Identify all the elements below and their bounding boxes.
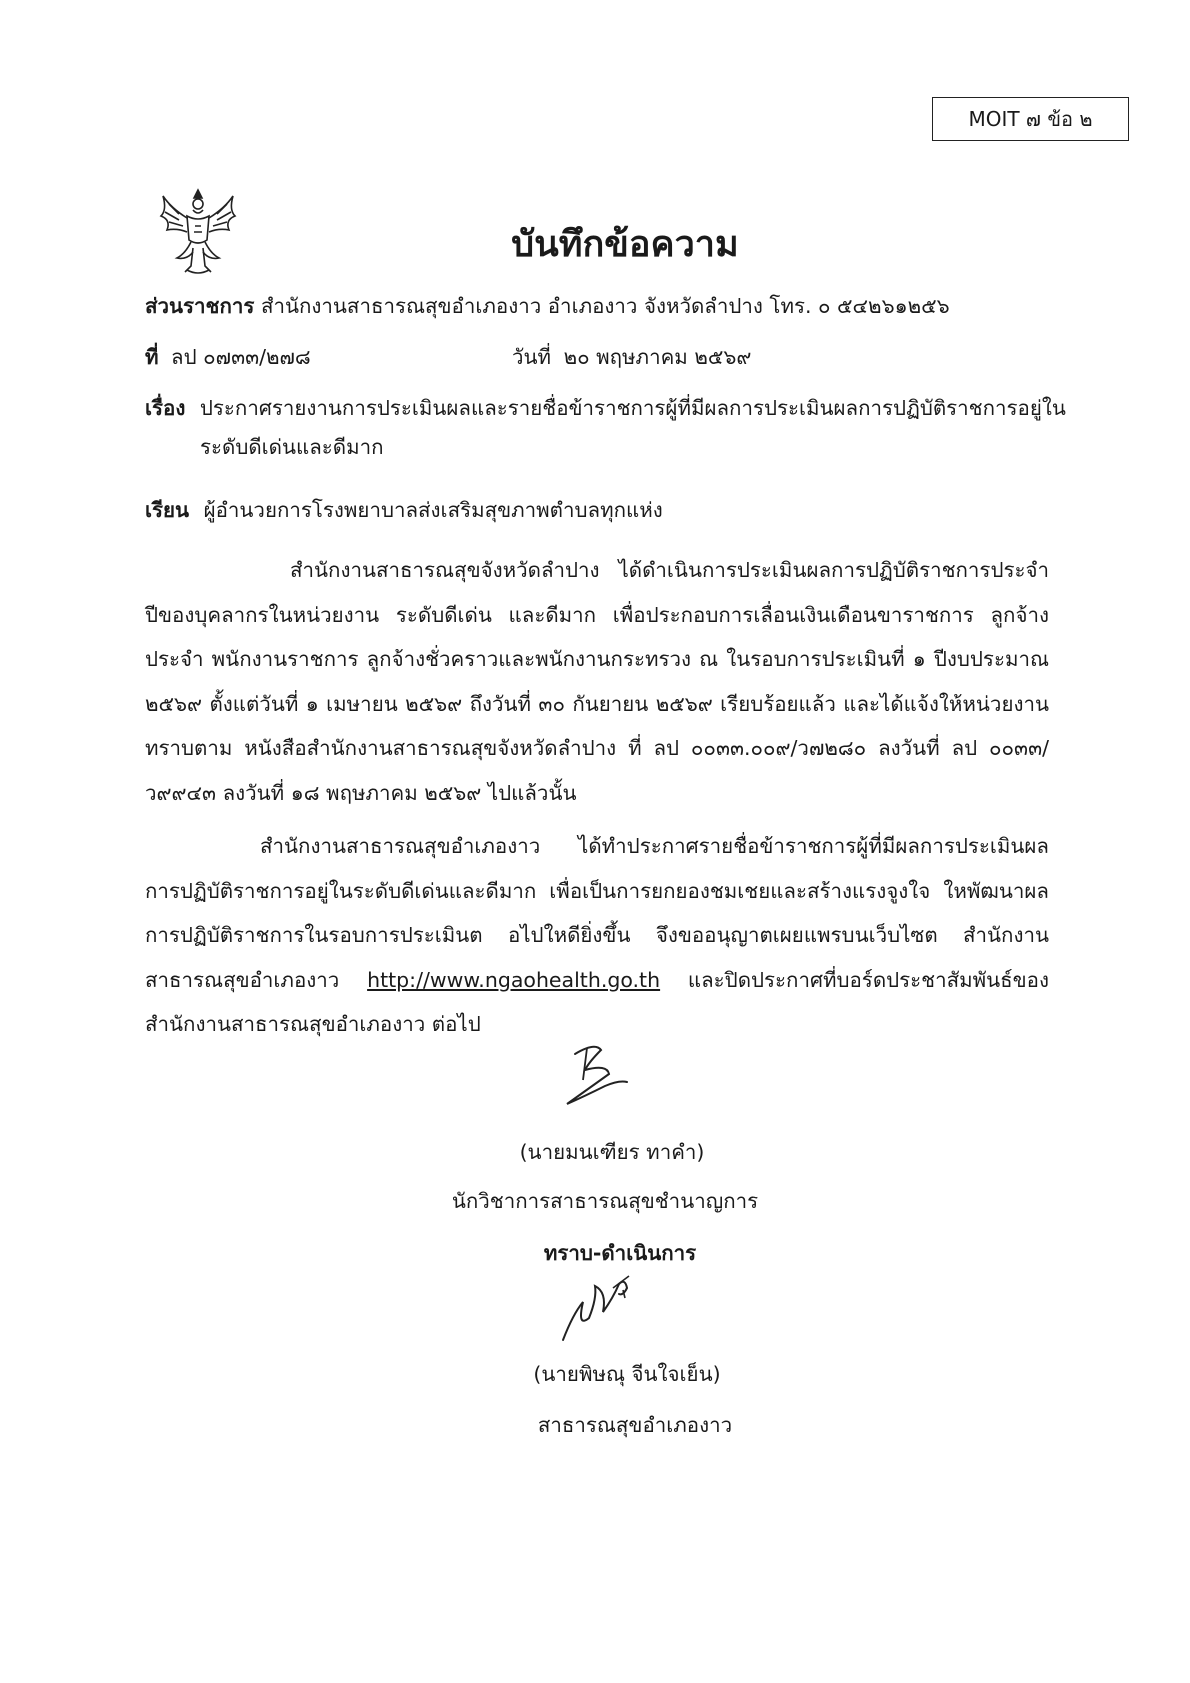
body-paragraph-2 [145,824,1049,1047]
agency-line [145,292,950,320]
date-value: ๒๐ พฤษภาคม ๒๕๖๙ [563,345,752,369]
memo-title: บันทึกข้อความ [511,224,739,265]
date-label: วันที่ [512,345,552,369]
body-paragraph-2-text: สำนักงานสาธารณสุขอำเภองาว ได้ทำประกาศรายชื่อข้าราชการผู้ที่มีผลการประเมินผลการปฏิบัติราชการอยู่ในระดับดีเด่นและดีมาก เพื่อเป็นการยกยองชมเชยและสร้างแรงจูงใจ ใหพัฒนาผลการปฏิบัติราชการในรอบการประเมินต อไปใหดียิ่งขึ้น จึงขออนุญาตเผยแพรบนเว็บไซต สำนักงานสาธารณสุขอำเภองาว [145,834,1049,992]
recipient-line [145,496,663,524]
agency-label: ส่วนราชการ [145,294,255,318]
body-paragraph-1 [145,548,1049,815]
signer-1-name: (นายมนเฑียร ทาคำ) [519,1140,705,1164]
signature-2 [553,1268,653,1348]
signature-1 [545,1040,655,1120]
doc-number-line [145,343,311,371]
signer-2-name: (นายพิษณุ จีนใจเย็น) [533,1362,721,1386]
signer-2-position: สาธารณสุขอำเภองาว [537,1413,733,1437]
subject-label: เรื่อง [145,396,186,420]
date-line [512,343,751,371]
agency-value: สำนักงานสาธารณสุขอำเภองาว อำเภองาว จังหวัดลำปาง โทร. ๐ ๕๔๒๖๑๒๕๖ [260,294,950,318]
subject-text-2: ระดับดีเด่นและดีมาก [200,435,384,459]
doc-number-value: ลป ๐๗๓๓/๒๗๘ [171,345,311,369]
body-paragraph-1-text: สำนักงานสาธารณสุขจังหวัดลำปาง ได้ดำเนินการประเมินผลการปฏิบัติราชการประจำปีของบุคลากรในหน่วยงาน ระดับดีเด่น และดีมาก เพื่อประกอบการเลื่อนเงินเดือนขาราชการ ลูกจ้างประจำ พนักงานราชการ ลูกจ้างชั่วคราวและพนักงานกระทรวง ณ ในรอบการประเมินที่ ๑ ปีงบประมาณ ๒๕๖๙ ตั้งแต่วันที่ ๑ เมษายน ๒๕๖๙ ถึงวันที่ ๓๐ กันยายน ๒๕๖๙ เรียบร้อยแล้ว และได้แจ้งให้หน่วยงานทราบตาม หนังสือสำนักงานสาธารณสุขจังหวัดลำปาง ที่ ลป ๐๐๓๓.๐๐๙/ว๗๒๘๐ ลงวันที่ ลป ๐๐๓๓/ว๙๙๔๓ ลงวันที่ ๑๘ พฤษภาคม ๒๕๖๙ ไปแล้วนั้น [145,558,1049,805]
reference-code: MOIT ๗ ข้อ ๒ [968,107,1093,131]
reference-box [932,97,1129,141]
signer-1-position: นักวิชาการสาธารณสุขชำนาญการ [451,1189,759,1213]
doc-number-label: ที่ [145,345,159,369]
recipient-label: เรียน [145,498,190,522]
subject-line-2 [200,433,384,461]
recipient-value: ผู้อำนวยการโรงพยาบาลส่งเสริมสุขภาพตำบลทุกแห่ง [203,498,663,522]
website-link[interactable]: http://www.ngaohealth.go.th [367,967,661,992]
subject-text-1: ประกาศรายงานการประเมินผลและรายชื่อข้าราชการผู้ที่มีผลการประเมินผลการปฏิบัติราชการอยู่ใน [199,396,1066,420]
acknowledge-text: ทราบ-ดำเนินการ [543,1241,697,1265]
body-paragraph-2-tail: และปิดประกาศที่บอร์ดประชาสัมพันธ์ของสำนักงานสาธารณสุขอำเภองาว ต่อไป [145,967,1049,1036]
subject-line-1 [145,394,1066,422]
